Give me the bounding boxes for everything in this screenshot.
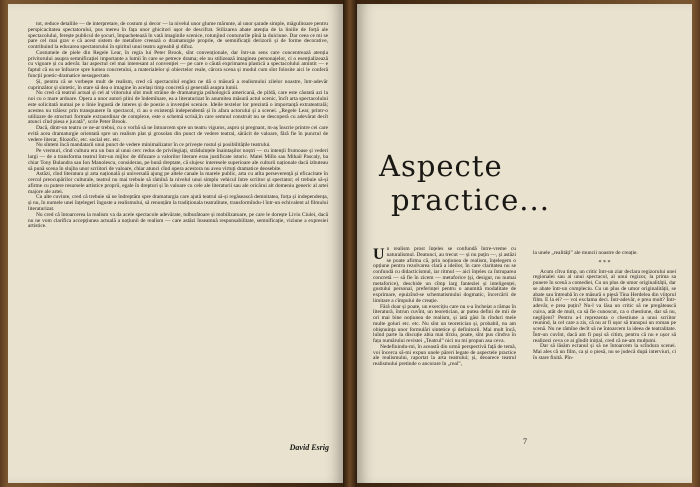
text-column-2 bbox=[533, 251, 676, 362]
title-line-1: Aspecte bbox=[379, 149, 503, 183]
paragraph: Nu cred că întoarcerea la realism va da acele spectacole adevărate, tulburătoare și mobilizatoare, pe care le dorește Liviu Ciulei, dacă nu ne vom clarifica accepțiunea actuală a noțiunii de realism — care astăzi înseamnă responsabilitate, semnificație, viziune a expresiei artistice. bbox=[28, 211, 328, 230]
paragraph: Acum cîtva timp, un critic într-un ziar declara regizorului unei regionalei sau al unui spectacol, al unui regizor, la prima sa punere în scenă a comediei, Cu un plus de umor originalității, dar se abate într-un compleciu. Cu un plus de umor originalității, se abate sau întreabă în ce măsură o piesă Tina Herdelea din viitorul film. E la ei? — voi exclama deci. Într-adevăr, e prea mult? Într-adevăr, e prea puțin? Nu-l va lăsa un critic să ne pregătească cuiva, atât de mult, ca să fie cunoscut, ca o chestiune, dar să nu, neglijent? Pentru a-l reprezenta o chestiune a unui scriitor reunind, la cel care a zis, că nu ar fi ușor să transpui un roman pe scenă. Nu ne rămîne decît să ne întoarcem la ideea de teatralitate. Într-un cuvînt, dacă am fi puși să citim, pentru că nu e ușor să realizezi ceva ce ai gîndit inițial, cred că ne-am mulțumi. bbox=[533, 268, 676, 344]
left-page-text bbox=[28, 22, 328, 230]
paragraph: tot, reduce detaliile — de interpretare, de costum și decor — la nivelul unor glume mărunte, al unor șarade simple, măgulitoare pentru perspicacitatea spectatorului, pus mereu în fața unor ghicitori ușor de descifrat. Stilizarea abate atenția de la liniile de forță ale spectacolului, ferește publicul de șocuri, împachetează în vată imaginile scenice, rotunjind contururile pînă la duiciune. Dar ceea ce mi se pare cel mai grav e că acest sistem de metafore creează o dramaturgie proprie, de semnificații derizorii și de forme decorative, contribuind la educarea spectatorului în spiritul unui teatru agreabil și difuz. bbox=[28, 21, 328, 51]
author-signature: David Esrig bbox=[289, 443, 329, 452]
paragraph: Nedefinindu-mi, în această din urmă perspectivă față de temă, voi încerca să-mi expun unele păreri legate de aspectele practice ale realismului, raportat la arta teatrului; și, deoarece teatrul realismului pretinde o ancorare în „real”, bbox=[373, 343, 516, 367]
text-column-1 bbox=[373, 247, 516, 368]
title-line-2: practice... bbox=[391, 183, 550, 217]
book-spine bbox=[343, 0, 357, 487]
paragraph: Nu cred că teatrul actual și cel al viitorului sînt mult străine de dramaturgia psihologică americană, de pildă, care este căutată azi la noi cu o mare ardoare. Opera a unor autori plini de îndemînare, ea a literaturizat în anumitea măsură actul scenic, încît arta spectacolului este solicitată numai pe o linie îngustă de interes și de poezie a invenției scenice. Ideile textelor lor prezintă o importanță extrateatrală; acestea nu trăiesc prin transpunere în spectacol, ci au o existență independentă și în afara actorului și a scenei. „Regele Lear, printr-o utilizare de structuri formale extraordinar de complexe, este o schemă scrisă,în care semnul construit nu se descoperă cu adevărat decît atunci cînd piesa e jucată”, scrie Peter Brook. bbox=[28, 90, 328, 126]
paragraph: Nu sîntem încă mandatarii unui punct de vedere minimalizator în ce privește rostul și posibilitățile teatrului. bbox=[36, 142, 271, 149]
drop-cap: U bbox=[373, 246, 385, 263]
paragraph: Costumele de piele din Regele Lear, în regia lui Peter Brook, sînt convenționale, dar într-un sens care concentrează atenția privitorului asupra semnificației importante a lumii în care se petrece drama; ele nu stilizează imaginea personajelor, ci o esențializează cu vigoare și cu adevăr. Iar aspectul cel mai interesant al convenției — pe care o căută exprimarea plastică a spectacolului amintit — e faptul că ea se înfoarce spre lumea concretului, a materialelor și obiectelor reale, cărora scena și modul cum sînt folosite aici le conferă funcții poetic-dramatice nesușpectate. bbox=[28, 49, 328, 80]
right-page bbox=[357, 4, 692, 483]
paragraph: Fără doar și poate, un exercițiu care nu s-a încheiat a rămas în literatură, întrun cuvînt, un teoretician, ar putea defini de mii de ori mai bine noțiunea de realism, și iată găsi în rînduri mele multe goluri etc. etc. Nu sînt un teoretician și, probabil, nu am obișnuința unor formulări sintetice și definitorii. Mai mult încă, luînd parte la discuție abia mai tîrziu, poate, sînt pus cîndva în fața numărului revistei „Teatrul” nici nu mi propun asa ceva. bbox=[373, 303, 516, 344]
paragraph: Cu alte cuvinte, cred că trebuie să ne îndreptăm spre dramaturgia care ajută teatrul să-și regăsească demnitatea, forța și independența, și nu, în numele unei înțelegeri înguste a realismului, să renunțăm la tradiționala teatralitate, transformîndu-l într-un echivalent al filmului literaturizat. bbox=[28, 194, 328, 212]
paragraph: n realism prost înțeles se confundă între-vreme cu naturalismul. Deatunci, au trecut — și nu puțin —, și astăzi se poate afirma că, prin noțiunea de realism, înțelegem o opțiune pentru rezolvarea clară a ideilor, în care claritatea nu se confundă cu didacticismul, iar ritmul — aici înțeles ca întruparea concretă — să fie în zicem — metaforice (și, desigur, nu numai metaforice), deschide un cîmp larg fanteziei și inteligenței, gustului personal, preferinței pentru o anumită modalitate de exprimare, epuizînd-se schematismului dogmatic, încercării de limitare a cîmpului de creație. bbox=[373, 246, 516, 304]
paragraph: Dacă, dintr-un teatru ce ne-ar trebui, cu o vorbă să ne întoarcem spre un teatru viguros, aspru și pregnant, m-aș înscrie printre cei care evită acea dramaturgie orientată spre un realism plat și grosolan din punct de vedere teatral, sărăcit de valoare, fără fie în punctul de vedere literar, filozofic, etc. social etc. etc. bbox=[28, 125, 328, 143]
section-separator: * * * bbox=[598, 259, 611, 266]
left-page bbox=[8, 4, 343, 483]
paragraph: Astăzi, cînd literatura și arta națională și universală ajung pe altele canale la marele public, arta cu atîta perseverență și eficacitate în cercul preocupărilor culturale, teatrul nu mai trebuie să rămînă la nivelul unui simplu vehicul între scriitor și spectator; el trebuie să-și afirme cu putere resursele artistice proprii, egale în drepturi și în valoare cu cele ale literaturii sau ale oricărui alt domeniu generic al artei majore ale artei. bbox=[28, 171, 328, 195]
paragraph: Și, pentru că se vorbește mult de realism, cred că spectacolul englez ne dă o măsură a realismului zilelor noastre, într-adevăr cuprinzător și sintetic, în stare să dea o imagine în același timp concretă și generală asupra lumii. bbox=[28, 78, 328, 91]
paragraph: la unele „realități” ale muncii noastre de creație. bbox=[533, 250, 638, 256]
paragraph: Dar să lăsăm ecranul și să ne întoarcem la scîndura scenei. Mai ales că un film, ca și o piesă, nu se judecă după interviuri, ci în stare finită. Pîn- bbox=[533, 343, 676, 361]
article-title bbox=[379, 149, 550, 217]
paragraph: Pe vremuri, cînd cultura era un bun al unui cerc redus de privilegiați, străduințele înaintașilor noștri — cu intenții frumoase și vederi largi — de a transforma teatrul într-un mijloc de difuzare a valorilor literare erau justificate istoric. Matei Millo sau Mihail Pascaly, ba chiar Tony Bulandra sau Ion Manolescu, considerau, pe bună dreptate, că slujesc interesele superioare ale culturii naționale dacă izbuteau să pună scena în slujba unor scriitori de valoare, chiar atunci cînd opera acestora nu avea virtuți dramatice deosebite. bbox=[28, 148, 328, 172]
page-number: 7 bbox=[523, 437, 527, 446]
